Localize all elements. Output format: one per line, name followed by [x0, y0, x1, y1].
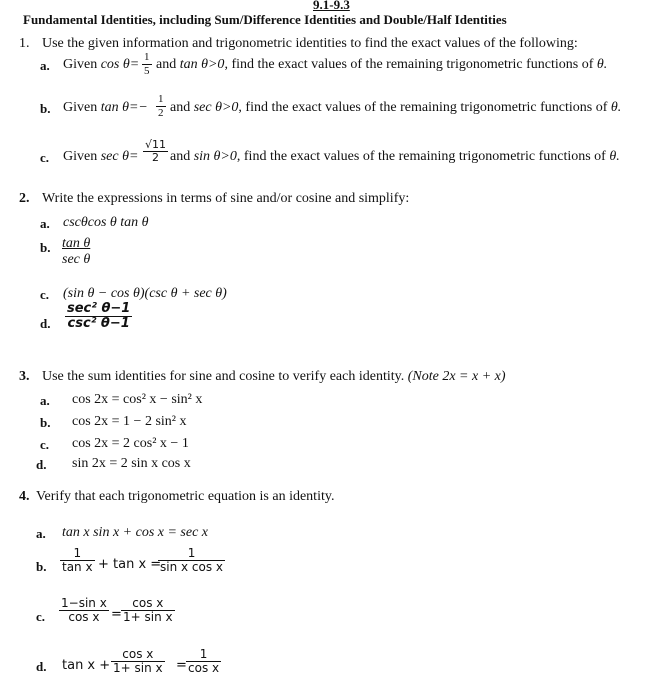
- q4d-lead: tan x +: [62, 658, 111, 673]
- q2a-expression: cscθcos θ tan θ: [63, 215, 149, 230]
- q4d-label: d.: [36, 659, 47, 674]
- page-title: Fundamental Identities, including Sum/Difference Identities and Double/Half Identities: [23, 12, 507, 27]
- q1b-statement: Given tan θ=−: [63, 100, 148, 115]
- q3d-expression: sin 2x = 2 sin x cos x: [72, 456, 191, 471]
- q1a-fraction: $\frac{1}{5}$: [144, 51, 150, 77]
- section-number: 9.1-9.3: [313, 0, 350, 12]
- q2c-label: c.: [40, 287, 50, 302]
- q3a-label: a.: [40, 393, 50, 408]
- q4b-fraction-right: $\frac{1}{\text{sin x cos x}}$: [160, 546, 224, 574]
- q2c-expression: (sin θ − cos θ)(csc θ + sec θ): [63, 286, 227, 301]
- q2b-fraction: tan θ sec θ: [62, 236, 91, 267]
- q3-instruction: Use the sum identities for sine and cosine to verify each identity. (Note 2x = x + x): [42, 369, 506, 384]
- q4c-equals: =: [111, 607, 122, 622]
- q3c-label: c.: [40, 437, 50, 452]
- q4c-fraction-left: $\frac{\text{1−sin x}}{\text{cos x}}$: [61, 596, 107, 624]
- q4d-equals: =: [176, 658, 187, 673]
- q1c-label: c.: [40, 150, 50, 165]
- q3-number: 3.: [19, 369, 30, 384]
- q1a-label: a.: [40, 58, 50, 73]
- q1-instruction: Use the given information and trigonometric identities to find the exact values of the following:: [42, 36, 578, 51]
- q1a-statement: Given cos θ=: [63, 57, 140, 72]
- q1c-statement: Given sec θ=: [63, 149, 139, 164]
- q3b-expression: cos 2x = 1 − 2 sin² x: [72, 414, 187, 429]
- q4b-label: b.: [36, 559, 47, 574]
- q3c-expression: cos 2x = 2 cos² x − 1: [72, 436, 189, 451]
- q1c-condition: and sin θ>0, find the exact values of the remaining trigonometric functions of θ.: [170, 149, 620, 164]
- q4c-label: c.: [36, 609, 46, 624]
- q2-number: 2.: [19, 191, 30, 206]
- q2d-label: d.: [40, 316, 51, 331]
- q3a-expression: cos 2x = cos² x − sin² x: [72, 392, 203, 407]
- q1-number: 1.: [19, 36, 30, 51]
- q4d-fraction-right: $\frac{1}{\text{cos x}}$: [188, 647, 220, 675]
- q1a-condition: and tan θ>0, find the exact values of the remaining trigonometric functions of θ.: [156, 57, 608, 72]
- q3d-label: d.: [36, 457, 47, 472]
- q4a-label: a.: [36, 526, 46, 541]
- q4b-fraction-left: $\frac{1}{\text{tan x}}$: [62, 546, 93, 574]
- q1b-fraction: $\frac{1}{2}$: [158, 93, 164, 119]
- q2a-label: a.: [40, 216, 50, 231]
- q4d-fraction-left: $\frac{\text{cos x}}{\text{1+ sin x}}$: [113, 647, 163, 675]
- q1b-condition: and sec θ>0, find the exact values of the remaining trigonometric functions of θ.: [170, 100, 622, 115]
- q2-instruction: Write the expressions in terms of sine and/or cosine and simplify:: [42, 191, 410, 206]
- q1b-label: b.: [40, 101, 51, 116]
- q1c-fraction: $\frac{√11}{2}$: [145, 138, 167, 164]
- q4-number: 4.: [19, 489, 30, 504]
- q4c-fraction-right: $\frac{\text{cos x}}{\text{1+ sin x}}$: [123, 596, 173, 624]
- q2b-label: b.: [40, 240, 51, 255]
- q4b-middle: + tan x =: [98, 557, 162, 572]
- q2d-fraction: sec² θ−1 csc² θ−1: [67, 301, 131, 331]
- q3b-label: b.: [40, 415, 51, 430]
- q4-instruction: Verify that each trigonometric equation is an identity.: [36, 489, 335, 504]
- q4a-expression: tan x sin x + cos x = sec x: [62, 525, 209, 540]
